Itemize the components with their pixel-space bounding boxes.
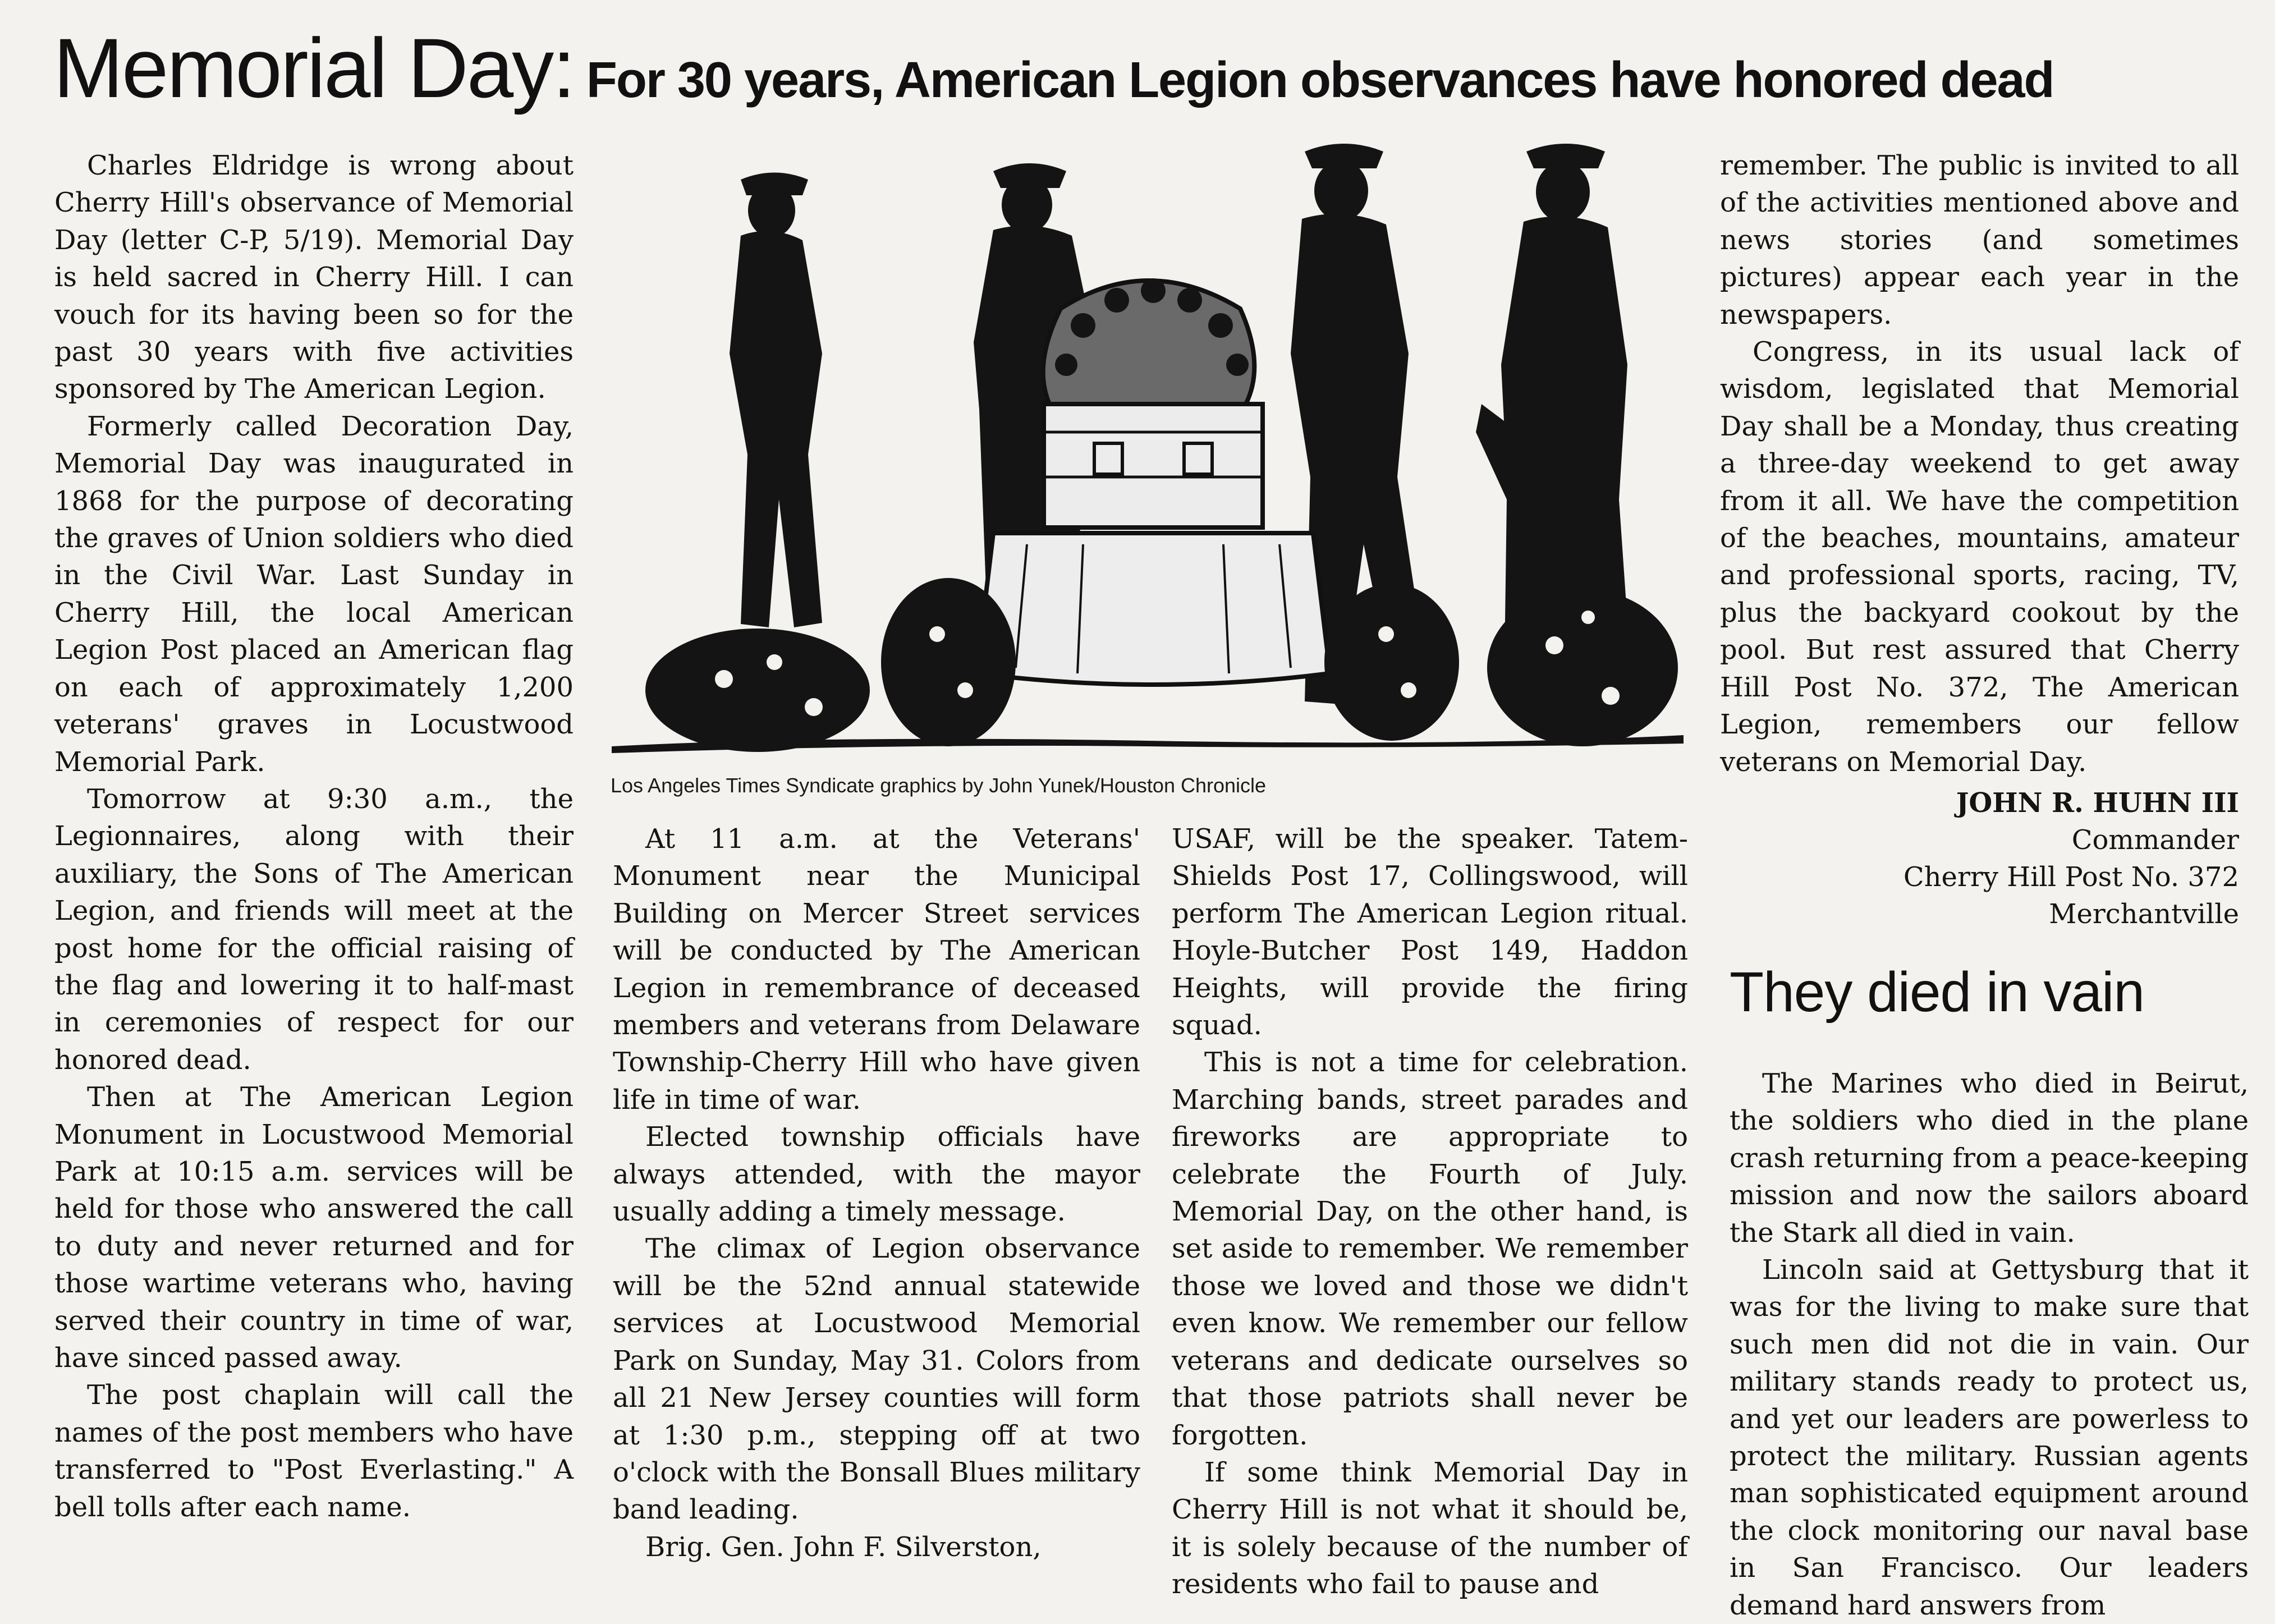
signature-town: Merchantville (2049, 898, 2239, 930)
letter2-column (1730, 1065, 2249, 1624)
illustration-credit: Los Angeles Times Syndicate graphics by John Yunek/Houston Chronicle (611, 774, 1267, 797)
headline-main: Memorial Day: (53, 21, 574, 115)
paragraph: Brig. Gen. John F. Silverston, (645, 1531, 1042, 1563)
paragraph: Lincoln said at Gettysburg that it was for the living to make sure that such men did not die in vain. Our military stands ready to protect us, and yet our leaders are powerless to protect the military. Russian agents man sophisticated equipment around the clock monitoring our naval base in San Francisco. Our leaders demand hard answers from (1730, 1254, 2249, 1621)
paragraph: Tomorrow at 9:30 a.m., the Legionnaires, along with their auxiliary, the Sons of The American Legion, and friends will meet at the post home for the official raising of the flag and lowering it to half-mast in ceremonies of respect for our honored dead. (54, 783, 574, 1076)
letter1-column-4 (1720, 147, 2239, 781)
memorial-illustration (600, 140, 1695, 766)
paragraph: This is not a time for celebration. Marching bands, street parades and fireworks are appropriate to celebrate the Fourth of July. Memorial Day, on the other hand, is set aside to remember. We remember those we loved and those we didn't even know. We remember our fellow veterans and dedicate ourselves so that those patriots shall never be forgotten. (1172, 1047, 1688, 1451)
paragraph: The climax of Legion observance will be the 52nd annual statewide services at Locustwood Memorial Park on Sunday, May 31. Colors from all 21 New Jersey counties will form at 1:30 p.m., stepping off at two o'clock with the Bonsall Blues military band leading. (613, 1233, 1140, 1526)
paragraph: Formerly called Decoration Day, Memorial Day was inaugurated in 1868 for the purpose of decorating the graves of Union soldiers who died in the Civil War. Last Sunday in Cherry Hill, the local American Legion Post placed an American flag on each of approximately 1,200 veterans' graves in Locustwood Memorial Park. (54, 410, 574, 778)
paragraph: USAF, will be the speaker. Tatem-Shields Post 17, Collingswood, will perform The American Legion ritual. Hoyle-Butcher Post 149, Haddon Heights, will provide the firing squad. (1172, 823, 1688, 1042)
letter1-column-3 (1172, 820, 1688, 1603)
paragraph: Elected township officials have always attended, with the mayor usually adding a timely message. (613, 1121, 1140, 1228)
signature-title: Commander (2071, 824, 2239, 856)
paragraph: Congress, in its usual lack of wisdom, legislated that Memorial Day shall be a Monday, thus creating a three-day weekend to get away from it all. We have the competition of the beaches, mountains, amateur and professional sports, racing, TV, plus the backyard cookout by the pool. But rest assured that Cherry Hill Post No. 372, The American Legion, remembers our fellow veterans on Memorial Day. (1720, 336, 2239, 778)
paragraph: The Marines who died in Beirut, the soldiers who died in the plane crash returning from a peace-keeping mission and now the sailors aboard the Stark all died in vain. (1730, 1068, 2249, 1249)
letter1-column-2 (613, 820, 1140, 1566)
headline-subtitle: For 30 years, American Legion observances have honored dead (586, 52, 2054, 108)
letter1-column-1 (54, 147, 574, 1526)
paragraph: Charles Eldridge is wrong about Cherry Hill's observance of Memorial Day (letter C-P, 5/19). Memorial Day is held sacred in Cherry Hill. I can vouch for its having been so for the past 30 years with five activities sponsored by The American Legion. (54, 150, 574, 405)
paragraph: At 11 a.m. at the Veterans' Monument near the Municipal Building on Mercer Street services will be conducted by The American Legion in remembrance of deceased members and veterans from Delaware Township-Cherry Hill who have given life in time of war. (613, 823, 1140, 1116)
letter2-headline: They died in vain (1730, 961, 2145, 1024)
headline (53, 20, 2231, 116)
paragraph: remember. The public is invited to all of the activities mentioned above and news stories (and sometimes pictures) appear each year in the newspapers. (1720, 150, 2239, 331)
signature-organization: Cherry Hill Post No. 372 (1903, 861, 2239, 893)
paragraph: The post chaplain will call the names of the post members who have transferred to "Post Everlasting." A bell tolls after each name. (54, 1379, 574, 1523)
paragraph: If some think Memorial Day in Cherry Hill is not what it should be, it is solely because of the number of residents who fail to pause and (1172, 1456, 1688, 1600)
signature-name: JOHN R. HUHN III (1956, 787, 2239, 819)
paragraph: Then at The American Legion Monument in Locustwood Memorial Park at 10:15 a.m. services will be held for those who answered the call to duty and never returned and for those wartime veterans who, having served their country in time of war, have sinced passed away. (54, 1081, 574, 1374)
